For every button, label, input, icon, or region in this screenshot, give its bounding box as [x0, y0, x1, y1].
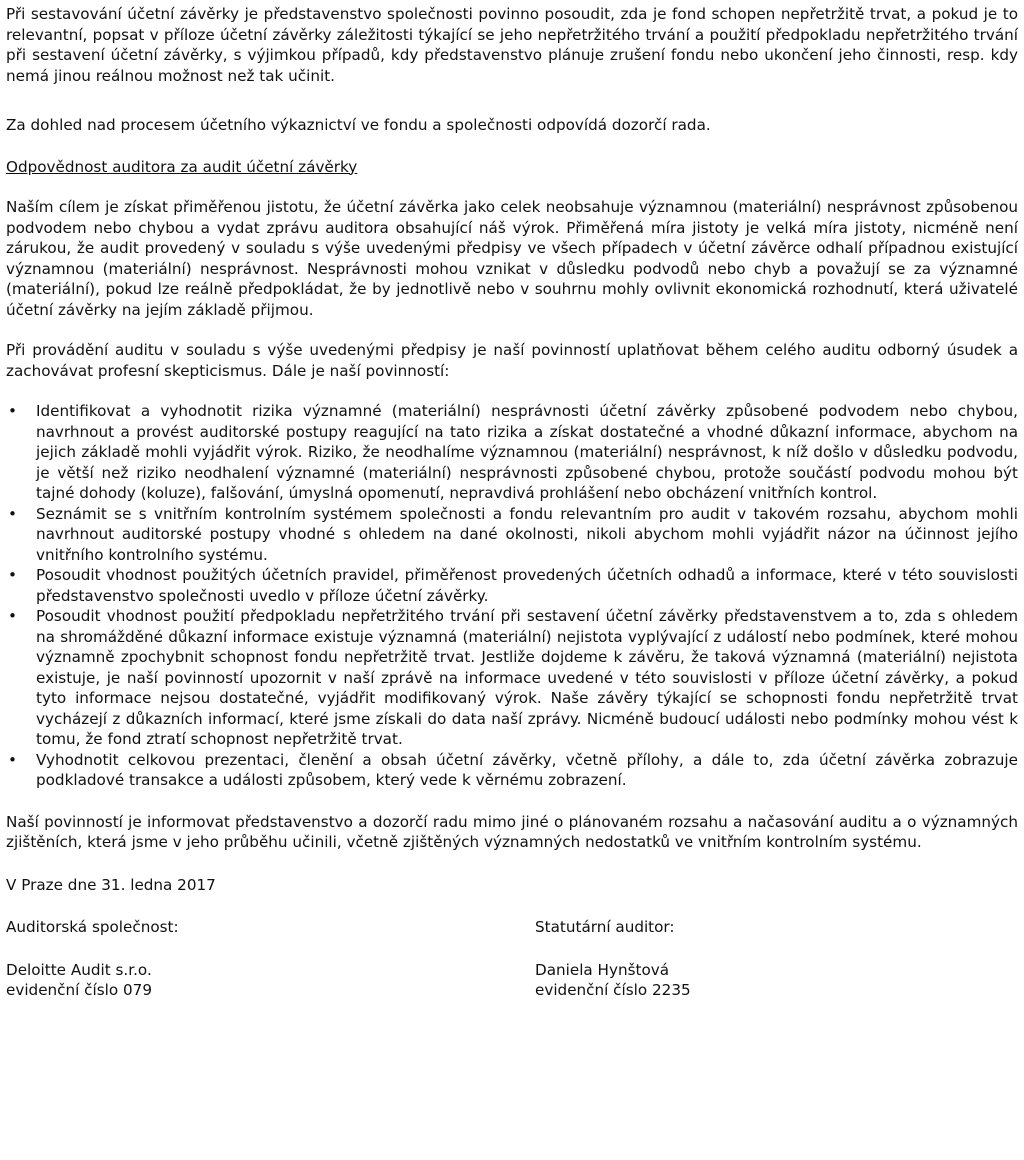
audit-duties-list	[6, 401, 1018, 791]
supervisory-board-paragraph: Za dohled nad procesem účetního výkaznictví ve fondu a společnosti odpovídá dozorčí rada.	[6, 116, 711, 134]
signature-registration-number: evidenční číslo 2235	[535, 981, 691, 999]
list-item-text: Seznámit se s vnitřním kontrolním systémem společnosti a fondu relevantním pro audit v takovém rozsahu, abychom mohli navrhnout auditorské postupy vhodné s ohledem na dané okolnosti, nikoli abychom mohli vyjádřit názor na účinnost jejího vnitřního kontrolního systému.	[36, 504, 1018, 564]
list-item-text: Vyhodnotit celkovou prezentaci, členění a obsah účetní závěrky, včetně přílohy, a dále to, zda účetní závěrka zobrazuje podkladové transakce a události způsobem, který vede k věrnému zobrazení.	[36, 750, 1018, 789]
bullet-icon: •	[8, 607, 17, 625]
communication-paragraph: Naší povinností je informovat představenstvo a dozorčí radu mimo jiné o plánovaném rozsahu a načasování auditu a o významných zjištěních, která jsme v jeho průběhu učinili, včetně zjištěných významných nedostatků ve vnitřním kontrolním systému.	[6, 812, 1018, 851]
date-line: V Praze dne 31. ledna 2017	[6, 875, 216, 894]
list-item-text: Posoudit vhodnost použitých účetních pravidel, přiměřenost provedených účetních odhadů a informace, které v této souvislosti představenstvo společnosti uvedlo v příloze účetní závěrky.	[36, 566, 1018, 605]
list-item-text: Identifikovat a vyhodnotit rizika významné (materiální) nesprávnosti účetní závěrky způsobené podvodem nebo chybou, navrhnout a provést auditorské postupy reagující na tato rizika a získat dostatečné a vhodné důkazní informace, abychom na jejich základě mohli vyjádřit výrok. Riziko, že neodhalíme významnou (materiální) nesprávnost, k níž došlo v důsledku podvodu, je větší než riziko neodhalení významné (materiální) nesprávnosti způsobené chybou, protože součástí podvodu mohou být tajné dohody (koluze), falšování, úmyslná opomenutí, nepravdivá prohlášení nebo obcházení vnitřních kontrol.	[36, 402, 1018, 502]
document-page	[6, 4, 1018, 1001]
signature-role-label: Statutární auditor:	[535, 918, 675, 936]
signature-registration-number: evidenční číslo 079	[6, 981, 152, 999]
signature-name: Daniela Hynštová	[535, 960, 670, 979]
section-heading-auditor-responsibility: Odpovědnost auditora za audit účetní závěrky	[6, 157, 358, 176]
signature-auditor-company	[6, 917, 535, 1001]
list-item-text: Posoudit vhodnost použití předpokladu nepřetržitého trvání při sestavení účetní závěrky představenstvem a to, zda s ohledem na shromážděné důkazní informace existuje významná (materiální) nejistota vyplývající z událostí nebo podmínek, které mohou významně zpochybnit schopnost fondu nepřetržitě trvat. Jestliže dojdeme k závěru, že taková významná (materiální) nejistota existuje, je naší povinností upozornit v naší zprávě na informace uvedené v této souvislosti v příloze účetní závěrky, a pokud tyto informace nejsou dostatečné, vyjádřit modifikovaný výrok. Naše závěry týkající se schopnosti fondu nepřetržitě trvat vycházejí z důkazních informací, které jsme získali do data naší zprávy. Nicméně budoucí události nebo podmínky mohou vést k tomu, že fond ztratí schopnost nepřetržitě trvat.	[36, 607, 1018, 748]
list-item	[6, 606, 1018, 750]
bullet-icon: •	[8, 504, 17, 523]
bullet-icon: •	[8, 750, 17, 769]
list-item	[6, 504, 1018, 566]
bullet-icon: •	[8, 402, 17, 420]
signature-name: Deloitte Audit s.r.o.	[6, 960, 152, 979]
list-item	[6, 401, 1018, 504]
signature-block	[6, 917, 1018, 1001]
signature-role-label: Auditorská společnost:	[6, 918, 179, 936]
list-item	[6, 565, 1018, 606]
going-concern-paragraph: Při sestavování účetní závěrky je představenstvo společnosti povinno posoudit, zda je fond schopen nepřetržitě trvat, a pokud je to relevantní, popsat v příloze účetní závěrky záležitosti týkající se jeho nepřetržitého trvání a použití předpokladu nepřetržitého trvání při sestavení účetní závěrky, s výjimkou případů, kdy představenstvo plánuje zrušení fondu nebo ukončení jeho činnosti, resp. kdy nemá jinou reálnou možnost než tak učinit.	[6, 5, 1018, 85]
audit-duties-intro-paragraph: Při provádění auditu v souladu s výše uvedenými předpisy je naší povinností uplatňovat během celého auditu odborný úsudek a zachovávat profesní skepticismus. Dále je naší povinností:	[6, 341, 1018, 380]
audit-objective-paragraph: Naším cílem je získat přiměřenou jistotu, že účetní závěrka jako celek neobsahuje významnou (materiální) nesprávnost způsobenou podvodem nebo chybou a vydat zprávu auditora obsahující náš výrok. Přiměřená míra jistoty je velká míra jistoty, nicméně není zárukou, že audit provedený v souladu s výše uvedenými předpisy ve všech případech v účetní závěrce odhalí případnou existující významnou (materiální) nesprávnost. Nesprávnosti mohou vznikat v důsledku podvodů nebo chyb a považují se za významné (materiální), pokud lze reálně předpokládat, že by jednotlivě nebo v souhrnu mohly ovlivnit ekonomická rozhodnutí, která uživatelé účetní závěrky na jejím základě přijmou.	[6, 198, 1018, 319]
signature-statutory-auditor	[535, 917, 935, 1001]
bullet-icon: •	[8, 566, 17, 584]
list-item	[6, 750, 1018, 791]
